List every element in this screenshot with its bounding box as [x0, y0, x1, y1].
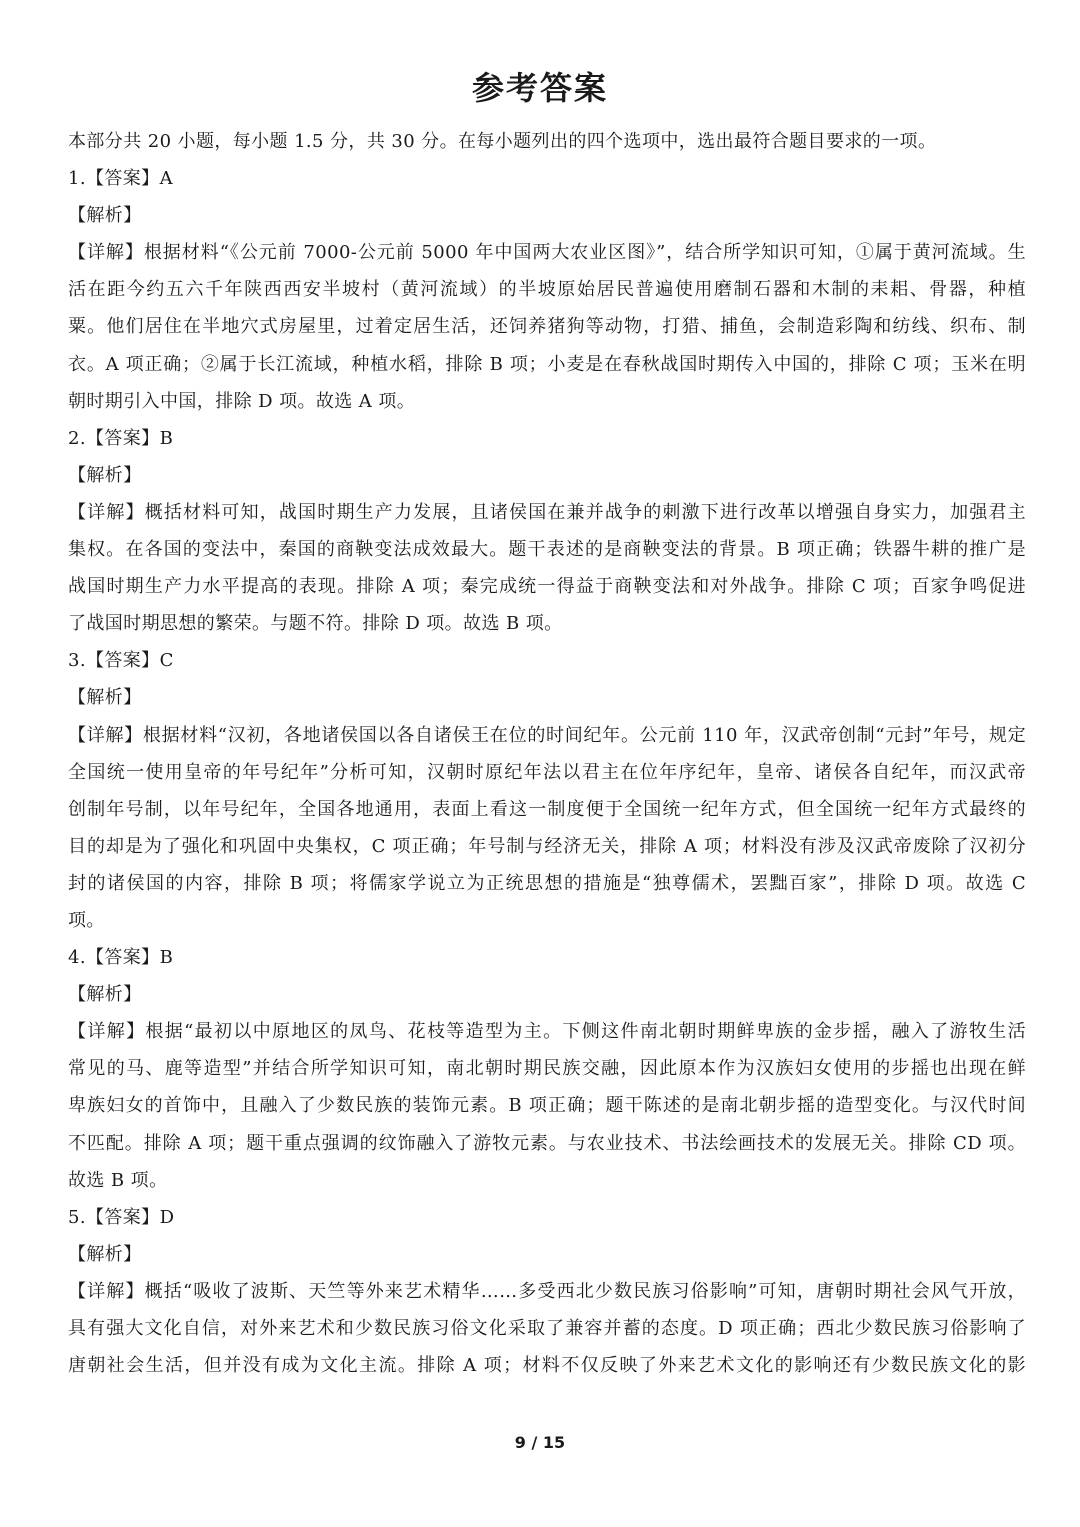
q5-analysis-label: 【解析】	[68, 1243, 142, 1265]
intro-text: 本部分共 20 小题，每小题 1.5 分，共 30 分。在每小题列出的四个选项中，选出最符合题目要求的一项。	[68, 131, 937, 152]
q2-detail-line: 【详解】概括材料可知，战国时期生产力发展，且诸侯国在兼并战争的刺激下进行改革以增强自身实力，加强君主	[68, 501, 1026, 523]
q3-detail-line: 目的却是为了强化和巩固中央集权，C 项正确；年号制与经济无关，排除 A 项；材料没有涉及汉武帝废除了汉初分	[68, 835, 1026, 857]
q5-answer: 5.【答案】D	[68, 1206, 175, 1228]
q4-detail-line: 卑族妇女的首饰中，且融入了少数民族的装饰元素。B 项正确；题干陈述的是南北朝步摇的造型变化。与汉代时间	[68, 1095, 1026, 1117]
q3-answer: 3.【答案】C	[68, 650, 174, 672]
q3-detail-line: 封的诸侯国的内容，排除 B 项；将儒家学说立为正统思想的措施是“独尊儒术，罢黜百家”，排除 D 项。故选 C	[68, 872, 1026, 894]
q4-detail-line: 常见的马、鹿等造型”并结合所学知识可知，南北朝时期民族交融，因此原本作为汉族妇女使用的步摇也出现在鲜	[68, 1058, 1026, 1080]
q1-detail-line: 活在距今约五六千年陕西西安半坡村（黄河流域）的半坡原始居民普遍使用磨制石器和木制的耒耜、骨器，种植	[68, 279, 1026, 301]
q2-analysis-label: 【解析】	[68, 464, 142, 486]
q4-detail-line: 不匹配。排除 A 项；题干重点强调的纹饰融入了游牧元素。与农业技术、书法绘画技术的发展无关。排除 CD 项。	[68, 1132, 1026, 1154]
q5-detail-line: 【详解】概括“吸收了波斯、天竺等外来艺术精华……多受西北少数民族习俗影响”可知，唐朝时期社会风气开放，	[68, 1280, 1026, 1302]
q4-detail-line: 故选 B 项。	[68, 1169, 168, 1191]
page-title: 参考答案	[471, 69, 608, 107]
q1-detail-line: 【详解】根据材料“《公元前 7000-公元前 5000 年中国两大农业区图》”，结合所学知识可知，①属于黄河流域。生	[68, 242, 1026, 264]
q1-detail-line: 朝时期引入中国，排除 D 项。故选 A 项。	[68, 390, 416, 412]
q2-detail-line: 集权。在各国的变法中，秦国的商鞅变法成效最大。题干表述的是商鞅变法的背景。B 项正确；铁器牛耕的推广是	[68, 539, 1026, 561]
q3-detail-line: 全国统一使用皇帝的年号纪年”分析可知，汉朝时原纪年法以君主在位年序纪年，皇帝、诸侯各自纪年，而汉武帝	[68, 761, 1026, 783]
q5-detail-line: 具有强大文化自信，对外来艺术和少数民族习俗文化采取了兼容并蓄的态度。D 项正确；西北少数民族习俗影响了	[68, 1318, 1026, 1339]
q2-detail-line: 了战国时期思想的繁荣。与题不符。排除 D 项。故选 B 项。	[68, 613, 563, 635]
q4-detail-line: 【详解】根据“最初以中原地区的凤鸟、花枝等造型为主。下侧这件南北朝时期鲜卑族的金步摇，融入了游牧生活	[68, 1021, 1026, 1043]
q3-detail-line: 【详解】根据材料“汉初，各地诸侯国以各自诸侯王在位的时间纪年。公元前 110 年，汉武帝创制“元封”年号，规定	[68, 724, 1026, 746]
page-number: 9 / 15	[514, 1433, 566, 1452]
document-body	[68, 123, 1026, 1384]
q2-answer: 2.【答案】B	[68, 427, 174, 449]
q4-answer: 4.【答案】B	[68, 947, 174, 969]
q1-detail-line: 粟。他们居住在半地穴式房屋里，过着定居生活，还饲养猪狗等动物，打猎、捕鱼，会制造彩陶和纺线、织布、制	[68, 316, 1026, 338]
q2-detail-line: 战国时期生产力水平提高的表现。排除 A 项；秦完成统一得益于商鞅变法和对外战争。排除 C 项；百家争鸣促进	[68, 576, 1026, 598]
q5-detail-line: 唐朝社会生活，但并没有成为文化主流。排除 A 项；材料不仅反映了外来艺术文化的影响还有少数民族文化的影	[68, 1355, 1026, 1377]
q1-answer: 1.【答案】A	[68, 168, 173, 190]
q3-analysis-label: 【解析】	[68, 687, 142, 709]
q3-detail-line: 项。	[68, 909, 105, 931]
q1-analysis-label: 【解析】	[68, 205, 142, 227]
q3-detail-line: 创制年号制，以年号纪年，全国各地通用，表面上看这一制度便于全国统一纪年方式，但全国统一纪年方式最终的	[68, 798, 1026, 820]
q1-detail-line: 衣。A 项正确；②属于长江流域，种植水稻，排除 B 项；小麦是在春秋战国时期传入中国的，排除 C 项；玉米在明	[68, 353, 1026, 375]
q4-analysis-label: 【解析】	[68, 984, 142, 1006]
